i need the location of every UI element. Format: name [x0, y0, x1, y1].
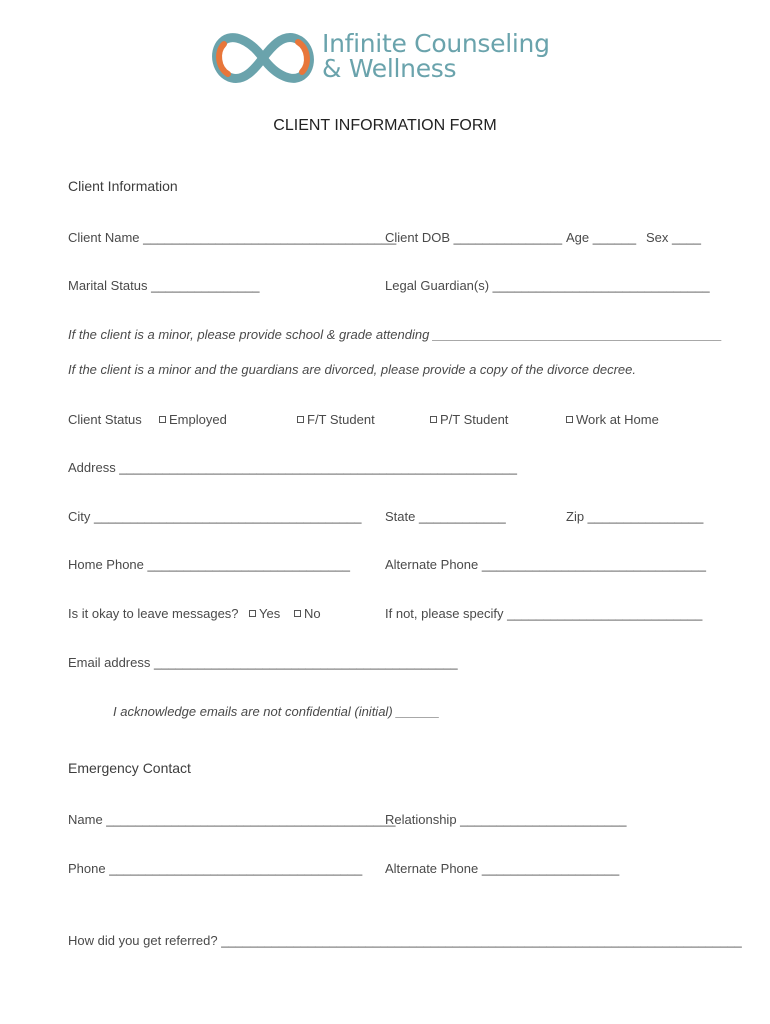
checkbox-icon: [297, 416, 304, 423]
minor-school-field[interactable]: If the client is a minor, please provide school & grade attending ________________________________________: [68, 327, 723, 342]
minor-divorce-note: If the client is a minor and the guardians are divorced, please provide a copy of the divorce decree.: [68, 362, 636, 377]
work-at-home-label: Work at Home: [576, 412, 659, 427]
work-at-home-checkbox[interactable]: [566, 412, 659, 427]
alternate-phone-field[interactable]: Alternate Phone _______________________________: [385, 557, 706, 572]
messages-no-checkbox[interactable]: [294, 606, 321, 621]
yes-label: Yes: [259, 606, 281, 621]
pt-student-label: P/T Student: [440, 412, 509, 427]
city-field[interactable]: City _____________________________________: [68, 509, 362, 524]
ft-student-checkbox[interactable]: [297, 412, 375, 427]
emergency-alternate-phone-field[interactable]: Alternate Phone ___________________: [385, 861, 620, 876]
email-field[interactable]: Email address __________________________________________: [68, 655, 458, 670]
logo-name-line1: Infinite Counseling: [322, 29, 550, 58]
emergency-contact-heading: Emergency Contact: [68, 760, 191, 776]
pt-student-checkbox[interactable]: [430, 412, 508, 427]
referral-field[interactable]: How did you get referred? ________________________________________________________________________: [68, 933, 742, 948]
logo-name-line2: & Wellness: [322, 54, 457, 83]
no-label: No: [304, 606, 321, 621]
messages-yes-checkbox[interactable]: [249, 606, 280, 621]
emergency-name-field[interactable]: Name ________________________________________: [68, 812, 396, 827]
home-phone-field[interactable]: Home Phone ____________________________: [68, 557, 350, 572]
legal-guardian-field[interactable]: Legal Guardian(s) ______________________________: [385, 278, 710, 293]
infinity-logo-icon: [210, 28, 316, 88]
checkbox-icon: [294, 610, 301, 617]
emergency-phone-field[interactable]: Phone ___________________________________: [68, 861, 363, 876]
employed-label: Employed: [169, 412, 227, 427]
logo: [210, 28, 560, 88]
checkbox-icon: [249, 610, 256, 617]
marital-status-field[interactable]: Marital Status _______________: [68, 278, 260, 293]
client-dob-field[interactable]: Client DOB _______________: [385, 230, 563, 245]
emergency-relationship-field[interactable]: Relationship _______________________: [385, 812, 627, 827]
ft-student-label: F/T Student: [307, 412, 375, 427]
client-name-field[interactable]: Client Name ___________________________________: [68, 230, 397, 245]
checkbox-icon: [430, 416, 437, 423]
checkbox-icon: [566, 416, 573, 423]
checkbox-icon: [159, 416, 166, 423]
if-not-specify-field[interactable]: If not, please specify ___________________________: [385, 606, 703, 621]
age-field[interactable]: Age ______: [566, 230, 637, 245]
sex-field[interactable]: Sex ____: [646, 230, 701, 245]
leave-messages-label: Is it okay to leave messages?: [68, 606, 239, 621]
address-field[interactable]: Address _______________________________________________________: [68, 460, 517, 475]
state-field[interactable]: State ____________: [385, 509, 506, 524]
employed-checkbox[interactable]: [159, 412, 227, 427]
client-status-label: Client Status: [68, 412, 142, 427]
zip-field[interactable]: Zip ________________: [566, 509, 704, 524]
ack-emails-field[interactable]: I acknowledge emails are not confidential (initial) ______: [113, 704, 440, 719]
client-info-heading: Client Information: [68, 178, 178, 194]
form-title: CLIENT INFORMATION FORM: [273, 117, 497, 134]
